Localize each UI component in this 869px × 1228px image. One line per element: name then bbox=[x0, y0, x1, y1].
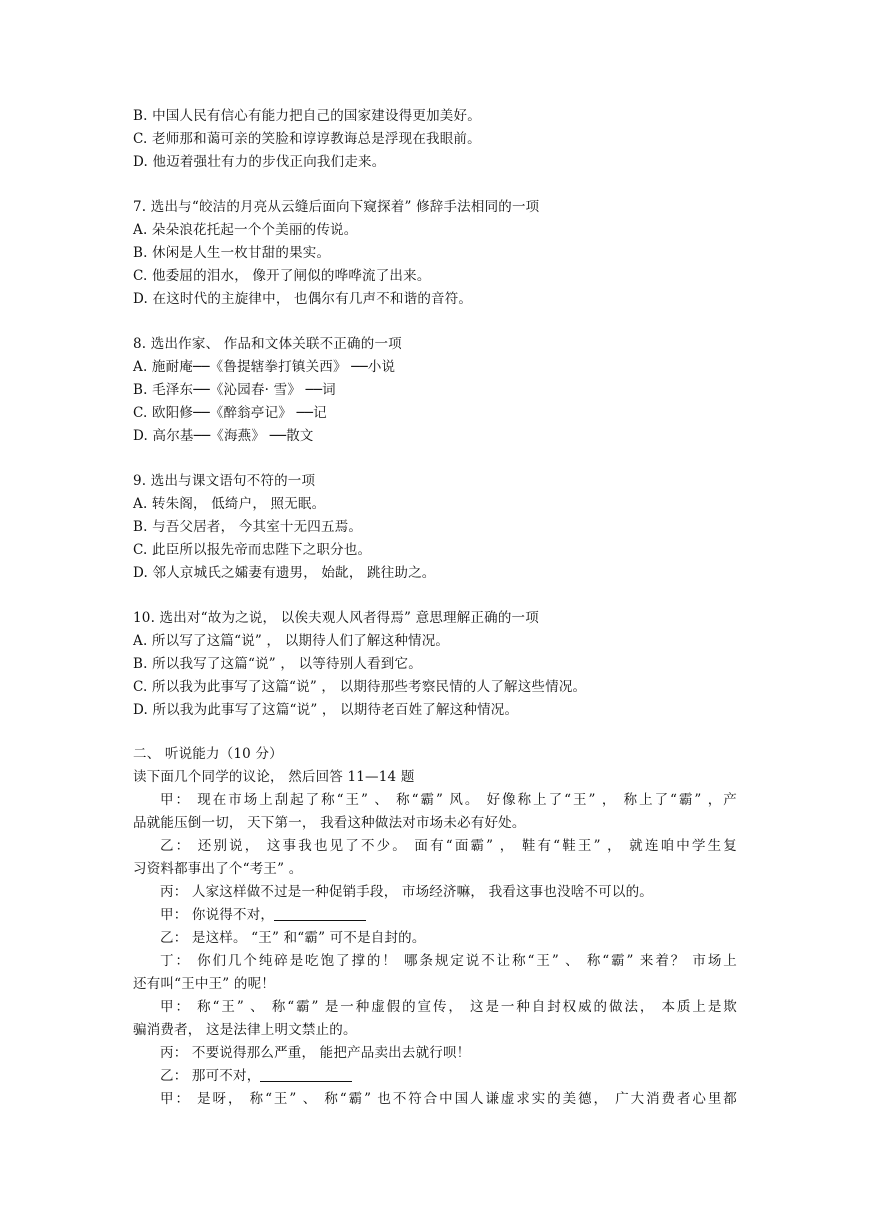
dialogue-text: 乙： 那可不对， bbox=[160, 1068, 261, 1084]
q6-option-b: B. 中国人民有信心有能力把自己的国家建设得更加美好。 bbox=[133, 108, 481, 124]
q6-option-c: C. 老师那和蔼可亲的笑脸和谆谆教诲总是浮现在我眼前。 bbox=[133, 131, 481, 147]
q7-option-c: C. 他委屈的泪水， 像开了闸似的哗哗流了出来。 bbox=[133, 268, 431, 284]
q9-option-c: C. 此臣所以报先帝而忠陛下之职分也。 bbox=[133, 542, 372, 558]
section2-heading: 二、 听说能力（10 分） bbox=[133, 746, 283, 762]
q9-option-b: B. 与吾父居者， 今其室十无四五焉。 bbox=[133, 519, 363, 535]
q9-stem: 9. 选出与课文语句不符的一项 bbox=[133, 473, 316, 489]
dialogue-line: 还有叫“王中王” 的呢！ bbox=[133, 976, 275, 992]
answer-blank[interactable] bbox=[274, 907, 366, 921]
dialogue-line: 品就能压倒一切， 天下第一， 我看这种做法对市场未必有好处。 bbox=[133, 815, 526, 831]
q7-option-d: D. 在这时代的主旋律中， 也偶尔有几声不和谐的音符。 bbox=[133, 291, 473, 307]
dialogue-line: 骗消费者， 这是法律上明文禁止的。 bbox=[133, 1022, 357, 1038]
dialogue-line: 甲： 是呀， 称“王” 、 称“霸” 也不符合中国人谦虚求实的美德， 广大消费者心里都 bbox=[160, 1091, 737, 1107]
q10-option-c: C. 所以我为此事写了这篇“说” ， 以期待那些考察民情的人了解这些情况。 bbox=[133, 679, 587, 695]
q7-option-b: B. 休闲是人生一枚甘甜的果实。 bbox=[133, 245, 331, 261]
dialogue-line-with-blank bbox=[160, 906, 366, 924]
section2-intro: 读下面几个同学的议论， 然后回答 11—14 题 bbox=[133, 769, 415, 785]
q8-option-b: B. 毛泽东──《沁园春· 雪》 ──词 bbox=[133, 382, 336, 398]
q10-stem: 10. 选出对“故为之说， 以俟夫观人风者得焉” 意思理解正确的一项 bbox=[133, 610, 539, 626]
dialogue-line: 甲： 现在市场上刮起了称“王” 、 称“霸” 风。 好像称上了“王” ， 称上了“霸” ，产 bbox=[160, 792, 737, 808]
q6-option-d: D. 他迈着强壮有力的步伐正向我们走来。 bbox=[133, 154, 386, 170]
dialogue-line: 丁： 你们几个纯碎是吃饱了撑的！ 哪条规定说不让称“王” 、 称“霸” 来着？ 市场上 bbox=[160, 953, 737, 969]
dialogue-line: 甲： 称“王” 、 称“霸” 是一种虚假的宣传， 这是一种自封权威的做法， 本质上是欺 bbox=[160, 999, 737, 1015]
q10-option-b: B. 所以我写了这篇“说” ， 以等待别人看到它。 bbox=[133, 656, 422, 672]
dialogue-line: 乙： 还别说， 这事我也见了不少。 面有“面霸” ， 鞋有“鞋王” ， 就连咱中学生复 bbox=[160, 838, 737, 854]
dialogue-line: 乙： 是这样。 “王” 和“霸” 可不是自封的。 bbox=[160, 930, 426, 946]
q10-option-d: D. 所以我为此事写了这篇“说” ， 以期待老百姓了解这种情况。 bbox=[133, 702, 519, 718]
dialogue-line: 丙： 不要说得那么严重， 能把产品卖出去就行呗！ bbox=[160, 1045, 471, 1061]
q7-stem: 7. 选出与“皎洁的月亮从云缝后面向下窥探着” 修辞手法相同的一项 bbox=[133, 199, 540, 215]
q8-option-d: D. 高尔基──《海燕》 ──散文 bbox=[133, 428, 314, 444]
q8-option-a: A. 施耐庵──《鲁提辖拳打镇关西》 ──小说 bbox=[133, 359, 396, 375]
q9-option-a: A. 转朱阁， 低绮户， 照无眠。 bbox=[133, 496, 326, 512]
answer-blank[interactable] bbox=[260, 1068, 352, 1082]
q8-option-c: C. 欧阳修──《醉翁亭记》 ──记 bbox=[133, 405, 327, 421]
dialogue-text: 甲： 你说得不对， bbox=[160, 907, 275, 923]
dialogue-line-with-blank bbox=[160, 1067, 352, 1085]
dialogue-line: 习资料都事出了个“考王” 。 bbox=[133, 861, 303, 877]
q9-option-d: D. 邻人京城氏之孀妻有遗男， 始龀， 跳往助之。 bbox=[133, 565, 436, 581]
q10-option-a: A. 所以写了这篇“说” ， 以期待人们了解这种情况。 bbox=[133, 633, 450, 649]
q7-option-a: A. 朵朵浪花托起一个个美丽的传说。 bbox=[133, 222, 358, 238]
dialogue-line: 丙： 人家这样做不过是一种促销手段， 市场经济嘛， 我看这事也没啥不可以的。 bbox=[160, 884, 653, 900]
q8-stem: 8. 选出作家、 作品和文体关联不正确的一项 bbox=[133, 336, 402, 352]
